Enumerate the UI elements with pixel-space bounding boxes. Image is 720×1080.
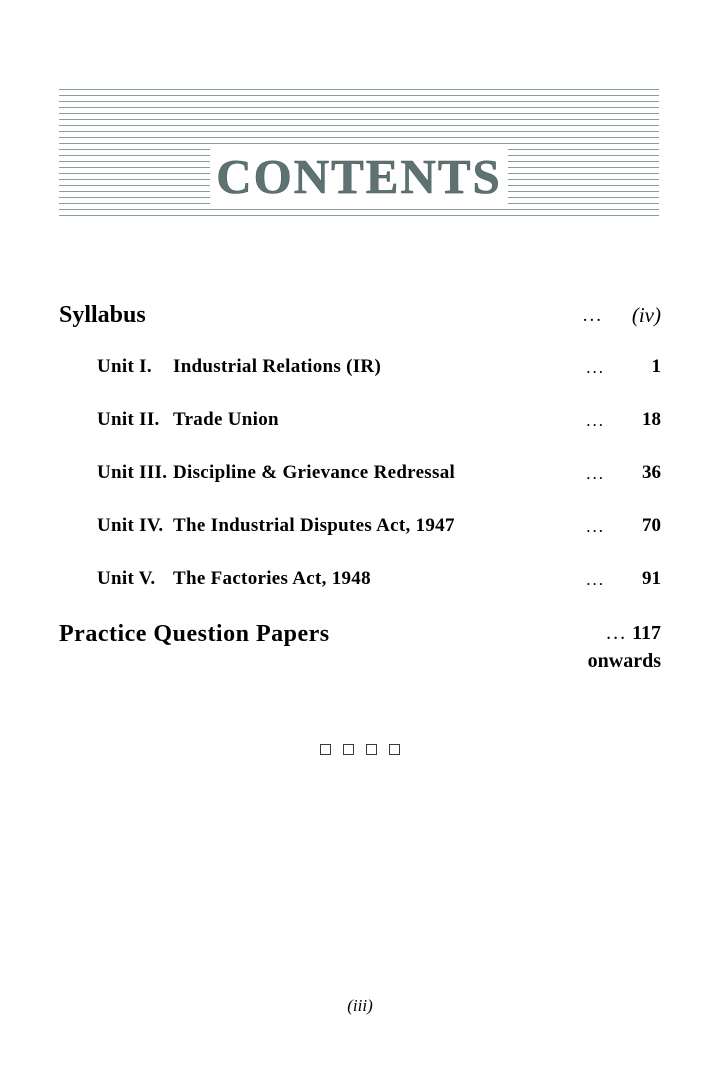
toc-entry-unit-3[interactable] — [59, 460, 661, 513]
page-title: CONTENTS — [210, 149, 508, 205]
contents-title-wrap — [59, 149, 659, 205]
toc-unit-number: Unit IV. — [97, 515, 164, 536]
toc-entry-title: Syllabus — [59, 302, 146, 328]
toc-entry-title: Industrial Relations (IR) — [173, 356, 382, 377]
toc-page-number: (iv) — [631, 303, 661, 327]
section-end-ornament — [0, 740, 720, 758]
toc-leader-dots: ... — [586, 358, 605, 377]
toc-entry-label — [97, 566, 371, 592]
toc-entry-unit-2[interactable] — [59, 407, 661, 460]
toc-leader-dots: ... — [606, 622, 628, 644]
toc-leader-dots: ... — [586, 570, 605, 589]
square-icon — [389, 744, 400, 755]
toc-unit-number: Unit III. — [97, 462, 168, 483]
toc-page-group — [541, 619, 661, 675]
toc-entry-label — [97, 513, 455, 539]
toc-entry-syllabus[interactable] — [59, 300, 661, 354]
toc-page-number: 36 — [642, 462, 661, 483]
toc-page-number: 70 — [642, 515, 661, 536]
toc-leader-dots: ... — [586, 517, 605, 536]
table-of-contents — [59, 300, 661, 679]
toc-entry-title: Trade Union — [173, 409, 279, 430]
toc-page-number: 117 — [632, 622, 661, 644]
toc-page-number: 18 — [642, 409, 661, 430]
toc-leader-dots: ... — [586, 464, 605, 483]
toc-entry-practice-question-papers[interactable] — [59, 619, 661, 679]
toc-leader-dots: ... — [582, 305, 603, 326]
toc-entry-unit-1[interactable] — [59, 354, 661, 407]
toc-entry-title: Discipline & Grievance Redressal — [173, 462, 456, 483]
toc-page-number: 1 — [651, 356, 661, 377]
square-icon — [366, 744, 377, 755]
contents-banner — [59, 89, 659, 216]
toc-entry-label — [97, 354, 381, 380]
toc-entry-label — [97, 460, 455, 486]
toc-page-suffix: onwards — [587, 650, 661, 672]
square-icon — [343, 744, 354, 755]
toc-unit-number: Unit I. — [97, 356, 152, 377]
toc-entry-unit-5[interactable] — [59, 566, 661, 619]
toc-entry-title: The Industrial Disputes Act, 1947 — [173, 515, 455, 536]
page-footer: (iii) — [347, 996, 373, 1015]
toc-entry-label — [97, 407, 279, 433]
toc-leader-dots: ... — [586, 411, 605, 430]
toc-entry-title: Practice Question Papers — [59, 621, 330, 647]
square-icon — [320, 744, 331, 755]
toc-unit-number: Unit V. — [97, 568, 156, 589]
toc-entry-title: The Factories Act, 1948 — [173, 568, 371, 589]
toc-unit-number: Unit II. — [97, 409, 160, 430]
toc-page-number: 91 — [642, 568, 661, 589]
toc-entry-unit-4[interactable] — [59, 513, 661, 566]
